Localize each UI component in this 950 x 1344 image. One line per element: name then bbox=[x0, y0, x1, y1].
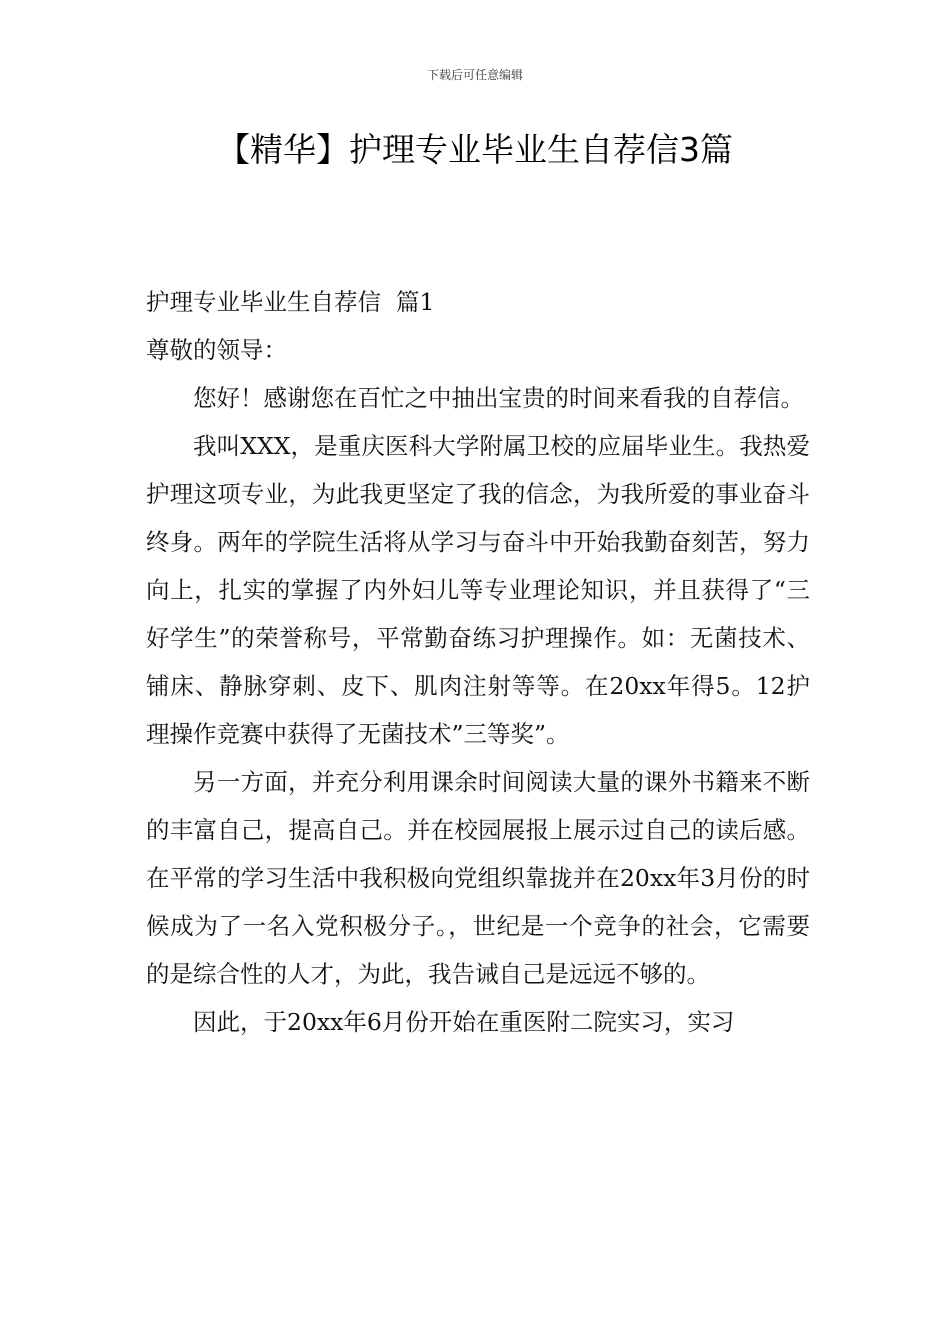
paragraph: 您好！感谢您在百忙之中抽出宝贵的时间来看我的自荐信。 bbox=[193, 384, 804, 412]
paragraph: 我叫XXX，是重庆医科大学附属卫校的应届毕业生。我热爱护理这项专业，为此我更坚定了我的信念，为我所爱的事业奋斗终身。两年的学院生活将从学习与奋斗中开始我勤奋刻苦，努力向上，扎实的掌握了内外妇儿等专业理论知识，并且获得了“三好学生”的荣誉称号，平常勤奋练习护理操作。如：无菌技术、 铺床、静脉穿刺、皮下、肌肉注射等等。在20xx年得5。12护理操作竞赛中获得了无菌技术”三等奖”。 bbox=[146, 432, 810, 748]
salutation: 尊敬的领导： bbox=[146, 336, 287, 364]
section-heading: 护理专业毕业生自荐信 篇1 bbox=[146, 288, 435, 316]
header-note: 下载后可任意编辑 bbox=[426, 68, 523, 82]
document-body bbox=[146, 278, 810, 1046]
document-title: 【精华】护理专业毕业生自荐信3篇 bbox=[217, 130, 733, 169]
paragraph: 因此，于20xx年6月份开始在重医附二院实习，实习 bbox=[193, 1008, 735, 1036]
paragraph: 另一方面，并充分利用课余时间阅读大量的课外书籍来不断的丰富自己，提高自己。并在校园展报上展示过自己的读后感。在平常的学习生活中我积极向党组织靠拢并在20xx年3月份的时候成为了一名入党积极分子。，世纪是一个竞争的社会，它需要的是综合性的人才，为此，我告诫自己是远远不够的。 bbox=[146, 768, 810, 988]
